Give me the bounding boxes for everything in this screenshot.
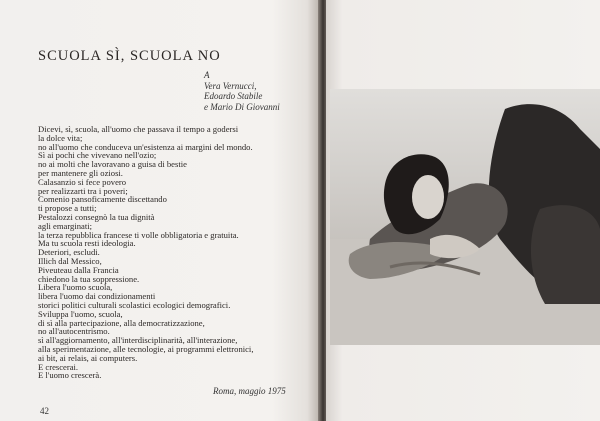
poem-line: alla sperimentazione, alle tecnologie, ai programmi elettronici,: [38, 343, 254, 354]
poem-line: per mantenere gli oziosi.: [38, 167, 123, 178]
poem-line: sì all'aggiornamento, all'interdisciplinarità, all'interazione,: [38, 335, 238, 346]
dedication-line: Edoardo Stabile: [204, 91, 263, 101]
dedication: [204, 70, 280, 112]
poem-line: libera l'uomo dai condizionamenti: [38, 291, 156, 302]
poem-line: Libera l'uomo scuola,: [38, 282, 113, 293]
dedication-line: Vera Vernucci,: [204, 80, 257, 91]
poem-line: Calasanzio si fece povero: [38, 176, 127, 187]
poem-line: Pestalozzi consegnò la tua dignità: [38, 211, 155, 222]
poem-line: ti propose a tutti;: [38, 203, 97, 214]
poem-line: no ai molti che lavoravano a guisa di bestie: [38, 159, 187, 170]
poem-body: [38, 125, 253, 380]
poem-title: SCUOLA SÌ, SCUOLA NO: [38, 48, 221, 64]
poem-line: Sì ai pochi che vivevano nell'ozio;: [38, 150, 157, 161]
poem-line: Piveuteau dalla Francia: [38, 264, 119, 275]
poem-line: la dolce vita;: [38, 132, 83, 143]
poem-line: Comenio pansoficamente discettando: [38, 194, 167, 205]
poem-line: di sì alla partecipazione, alla democratizzazione,: [38, 317, 205, 328]
poem-line: E crescerai.: [38, 361, 79, 372]
poem-line: la terza repubblica francese ti volle obbligatoria e gratuita.: [38, 229, 239, 240]
dedication-line: A: [204, 70, 210, 80]
page-number: 42: [40, 406, 49, 416]
poem-line: Illich dal Messico,: [38, 255, 102, 266]
poem-line: no all'uomo che conduceva un'esistenza ai margini del mondo.: [38, 141, 253, 152]
poem-line: agli emarginati;: [38, 220, 93, 231]
poem-line: storici politici culturali scolastici ecologici demografici.: [38, 299, 231, 310]
poem-line: per realizzarti tra i poveri;: [38, 185, 128, 196]
place-date: Roma, maggio 1975: [213, 386, 286, 396]
poem-line: ai bit, ai relais, ai computers.: [38, 352, 138, 363]
dedication-line: e Mario Di Giovanni: [204, 101, 280, 112]
photograph-woman-lying-on-sand: [330, 89, 600, 345]
poem-line: Deteriori, escludi.: [38, 247, 100, 258]
poem-line: Sviluppa l'uomo, scuola,: [38, 308, 123, 319]
poem-line: Ma tu scuola resti ideologia.: [38, 238, 136, 249]
poem-line: Dicevi, sì, scuola, all'uomo che passava il tempo a godersi: [38, 124, 239, 134]
poem-line: no all'autocentrismo.: [38, 326, 110, 337]
poem-line: E l'uomo crescerà.: [38, 370, 102, 381]
poem-line: chiedono la tua soppressione.: [38, 273, 140, 284]
